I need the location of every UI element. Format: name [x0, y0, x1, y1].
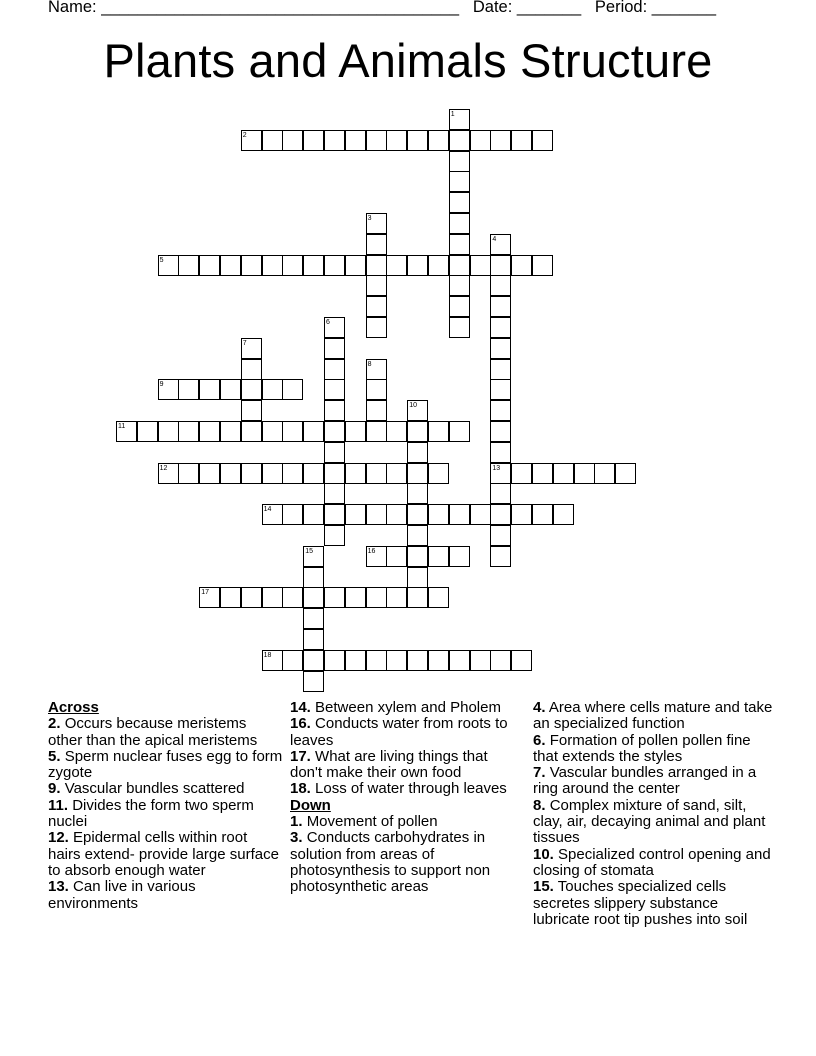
- grid-cell[interactable]: [262, 130, 283, 151]
- grid-cell[interactable]: [282, 421, 303, 442]
- grid-cell[interactable]: [303, 421, 324, 442]
- clues-column-1: [48, 700, 283, 912]
- grid-cell[interactable]: [366, 400, 387, 421]
- clue-down-1: 1. Movement of pollen: [290, 813, 438, 831]
- clues-column-3: [533, 700, 773, 928]
- clue-number-7: 7: [242, 339, 247, 347]
- grid-cell[interactable]: [366, 234, 387, 255]
- grid-cell[interactable]: [345, 463, 366, 484]
- grid-cell[interactable]: [282, 379, 303, 400]
- grid-cell[interactable]: [282, 463, 303, 484]
- grid-cell[interactable]: [262, 255, 283, 276]
- grid-cell[interactable]: [366, 421, 387, 442]
- grid-cell[interactable]: [241, 463, 262, 484]
- grid-cell[interactable]: [490, 275, 511, 296]
- grid-cell[interactable]: [490, 650, 511, 671]
- grid-cell[interactable]: [303, 671, 324, 692]
- grid-cell[interactable]: [386, 650, 407, 671]
- grid-cell[interactable]: [241, 255, 262, 276]
- period-blank[interactable]: _______: [651, 0, 717, 16]
- clue-number-3: 3: [367, 215, 372, 222]
- grid-cell[interactable]: [262, 463, 283, 484]
- grid-cell[interactable]: [324, 525, 345, 546]
- grid-cell[interactable]: [220, 379, 241, 400]
- grid-cell[interactable]: [303, 504, 324, 525]
- grid-cell[interactable]: [324, 421, 345, 442]
- clue-across-9: 9. Vascular bundles scattered: [48, 780, 245, 798]
- grid-cell[interactable]: [428, 650, 449, 671]
- clue-number-14: 14: [263, 506, 272, 514]
- grid-cell[interactable]: [178, 255, 199, 276]
- grid-cell[interactable]: [366, 504, 387, 525]
- clue-across-11: 11. Divides the form two sperm nuclei: [48, 796, 254, 831]
- grid-cell[interactable]: [324, 338, 345, 359]
- clue-number-15: 15: [305, 547, 313, 555]
- grid-cell[interactable]: [511, 463, 532, 484]
- grid-cell[interactable]: [511, 255, 532, 276]
- grid-cell[interactable]: [241, 400, 262, 421]
- grid-cell[interactable]: [282, 504, 303, 525]
- grid-cell[interactable]: [262, 421, 283, 442]
- grid-cell[interactable]: [324, 650, 345, 671]
- grid-cell[interactable]: [407, 567, 428, 588]
- grid-cell[interactable]: [449, 296, 470, 317]
- clue-number-11: 11: [118, 423, 126, 430]
- clue-number-17: 17: [201, 589, 209, 597]
- grid-cell[interactable]: [407, 463, 428, 484]
- grid-cell[interactable]: [199, 463, 220, 484]
- grid-cell[interactable]: [490, 525, 511, 546]
- grid-cell[interactable]: [407, 255, 428, 276]
- clue-number-4: 4: [492, 235, 497, 243]
- grid-cell[interactable]: [449, 546, 470, 567]
- date-blank[interactable]: _______: [516, 0, 582, 16]
- clue-across-14: 14. Between xylem and Pholem: [290, 699, 501, 716]
- grid-cell[interactable]: [324, 359, 345, 380]
- grid-cell[interactable]: [324, 255, 345, 276]
- grid-cell[interactable]: [490, 379, 511, 400]
- grid-cell[interactable]: [220, 421, 241, 442]
- grid-cell[interactable]: [532, 255, 553, 276]
- grid-cell[interactable]: [303, 567, 324, 588]
- grid-cell[interactable]: [470, 255, 491, 276]
- grid-cell[interactable]: [553, 463, 574, 484]
- grid-cell[interactable]: [324, 130, 345, 151]
- grid-cell[interactable]: [428, 421, 449, 442]
- clue-down-10: 10. Specialized control opening and closing of stomata: [533, 845, 771, 879]
- grid-cell[interactable]: [490, 442, 511, 463]
- grid-cell[interactable]: [386, 546, 407, 567]
- clue-number-6: 6: [326, 319, 330, 326]
- grid-cell[interactable]: [407, 504, 428, 525]
- grid-cell[interactable]: [553, 504, 574, 525]
- grid-cell[interactable]: [178, 463, 199, 484]
- grid-cell[interactable]: [511, 130, 532, 151]
- clue-number-18: 18: [263, 651, 272, 659]
- grid-cell[interactable]: [407, 483, 428, 504]
- grid-cell[interactable]: [594, 463, 615, 484]
- grid-cell[interactable]: [282, 650, 303, 671]
- grid-cell[interactable]: [490, 400, 511, 421]
- grid-cell[interactable]: [324, 504, 345, 525]
- grid-cell[interactable]: [449, 171, 470, 192]
- clue-across-17: 17. What are living things that don't make their own food: [290, 747, 488, 782]
- grid-cell[interactable]: [407, 650, 428, 671]
- clue-number-12: 12: [159, 464, 168, 472]
- clue-down-4: 4. Area where cells mature and take an specialized function: [533, 699, 773, 733]
- grid-cell[interactable]: [386, 255, 407, 276]
- grid-cell[interactable]: [241, 587, 262, 608]
- grid-cell[interactable]: [158, 421, 179, 442]
- date-label: Date:: [472, 0, 513, 16]
- clue-number-8: 8: [367, 360, 372, 368]
- grid-cell[interactable]: [428, 255, 449, 276]
- grid-cell[interactable]: [324, 587, 345, 608]
- clue-across-16: 16. Conducts water from roots to leaves: [290, 715, 508, 749]
- grid-cell[interactable]: [449, 255, 470, 276]
- grid-cell[interactable]: [303, 650, 324, 671]
- clue-number-2: 2: [242, 131, 247, 139]
- clue-across-13: 13. Can live in various environments: [48, 878, 196, 912]
- grid-cell[interactable]: [282, 587, 303, 608]
- grid-cell[interactable]: [366, 587, 387, 608]
- grid-cell[interactable]: [366, 275, 387, 296]
- grid-cell[interactable]: [324, 483, 345, 504]
- grid-cell[interactable]: [345, 650, 366, 671]
- grid-cell[interactable]: [199, 379, 220, 400]
- grid-cell[interactable]: [511, 650, 532, 671]
- grid-cell[interactable]: [532, 463, 553, 484]
- grid-cell[interactable]: [199, 255, 220, 276]
- grid-cell[interactable]: [407, 525, 428, 546]
- grid-cell[interactable]: [303, 608, 324, 629]
- grid-cell[interactable]: [282, 130, 303, 151]
- grid-cell[interactable]: [407, 442, 428, 463]
- clue-number-16: 16: [367, 547, 376, 555]
- grid-cell[interactable]: [511, 504, 532, 525]
- grid-cell[interactable]: [345, 421, 366, 442]
- grid-cell[interactable]: [490, 504, 511, 525]
- grid-cell[interactable]: [449, 504, 470, 525]
- grid-cell[interactable]: [137, 421, 158, 442]
- grid-cell[interactable]: [490, 359, 511, 380]
- grid-cell[interactable]: [324, 463, 345, 484]
- grid-cell[interactable]: [386, 421, 407, 442]
- grid-cell[interactable]: [366, 255, 387, 276]
- grid-cell[interactable]: [366, 379, 387, 400]
- grid-cell[interactable]: [449, 275, 470, 296]
- grid-cell[interactable]: [220, 463, 241, 484]
- grid-cell[interactable]: [345, 130, 366, 151]
- grid-cell[interactable]: [386, 463, 407, 484]
- grid-cell[interactable]: [303, 255, 324, 276]
- grid-cell[interactable]: [262, 379, 283, 400]
- grid-cell[interactable]: [428, 130, 449, 151]
- grid-cell[interactable]: [470, 650, 491, 671]
- name-label: Name:: [48, 0, 97, 16]
- grid-cell[interactable]: [615, 463, 636, 484]
- grid-cell[interactable]: [490, 483, 511, 504]
- grid-cell[interactable]: [470, 504, 491, 525]
- clue-down-6: 6. Formation of pollen pollen fine that extends the styles: [533, 731, 751, 765]
- grid-cell[interactable]: [386, 587, 407, 608]
- grid-cell[interactable]: [262, 587, 283, 608]
- grid-cell[interactable]: [428, 463, 449, 484]
- across-heading: Across: [48, 699, 99, 716]
- page-title: Plants and Animals Structure: [103, 34, 713, 87]
- grid-cell[interactable]: [303, 463, 324, 484]
- grid-cell[interactable]: [470, 130, 491, 151]
- grid-cell[interactable]: [324, 442, 345, 463]
- clue-number-1: 1: [450, 111, 455, 118]
- grid-cell[interactable]: [366, 463, 387, 484]
- clue-number-10: 10: [409, 402, 417, 410]
- grid-cell[interactable]: [345, 255, 366, 276]
- grid-cell[interactable]: [574, 463, 595, 484]
- grid-cell[interactable]: [490, 296, 511, 317]
- grid-cell[interactable]: [303, 587, 324, 608]
- grid-cell[interactable]: [449, 192, 470, 213]
- clue-down-7: 7. Vascular bundles arranged in a ring around the center: [533, 764, 757, 798]
- period-label: Period:: [594, 0, 648, 16]
- clue-across-18: 18. Loss of water through leaves: [290, 780, 507, 798]
- clue-number-5: 5: [159, 256, 164, 264]
- grid-cell[interactable]: [449, 650, 470, 671]
- grid-cell[interactable]: [345, 587, 366, 608]
- grid-cell[interactable]: [178, 379, 199, 400]
- clue-number-13: 13: [492, 464, 501, 472]
- grid-cell[interactable]: [449, 151, 470, 172]
- grid-cell[interactable]: [449, 130, 470, 151]
- clue-number-9: 9: [159, 381, 164, 389]
- grid-cell[interactable]: [490, 338, 511, 359]
- grid-cell[interactable]: [490, 546, 511, 567]
- grid-cell[interactable]: [199, 421, 220, 442]
- grid-cell[interactable]: [490, 317, 511, 338]
- grid-cell[interactable]: [324, 400, 345, 421]
- grid-cell[interactable]: [490, 255, 511, 276]
- grid-cell[interactable]: [241, 421, 262, 442]
- grid-cell[interactable]: [282, 255, 303, 276]
- clue-across-12: 12. Epidermal cells within root hairs extend- provide large surface to absorb enough water: [48, 829, 279, 879]
- grid-cell[interactable]: [366, 130, 387, 151]
- grid-cell[interactable]: [241, 379, 262, 400]
- grid-cell[interactable]: [345, 504, 366, 525]
- grid-cell[interactable]: [324, 379, 345, 400]
- grid-cell[interactable]: [366, 296, 387, 317]
- grid-cell[interactable]: [407, 587, 428, 608]
- grid-cell[interactable]: [532, 130, 553, 151]
- grid-cell[interactable]: [449, 234, 470, 255]
- clue-down-3: 3. Conducts carbohydrates in solution from areas of photosynthesis to support non photosynthetic areas: [290, 829, 491, 896]
- grid-cell[interactable]: [532, 504, 553, 525]
- grid-cell[interactable]: [490, 421, 511, 442]
- grid-cell[interactable]: [386, 130, 407, 151]
- clues-column-2: [290, 700, 520, 896]
- clue-across-2: 2. Occurs because meristems other than the apical meristems: [48, 715, 258, 749]
- clue-down-15: 15. Touches specialized cells secretes slippery substance lubricate root tip pushes into soil: [533, 878, 748, 928]
- grid-cell[interactable]: [220, 255, 241, 276]
- grid-cell[interactable]: [366, 317, 387, 338]
- grid-cell[interactable]: [303, 130, 324, 151]
- grid-cell[interactable]: [490, 130, 511, 151]
- grid-cell[interactable]: [386, 504, 407, 525]
- grid-cell[interactable]: [428, 587, 449, 608]
- grid-cell[interactable]: [428, 546, 449, 567]
- grid-cell[interactable]: [220, 587, 241, 608]
- grid-cell[interactable]: [449, 213, 470, 234]
- grid-cell[interactable]: [407, 546, 428, 567]
- grid-cell[interactable]: [407, 130, 428, 151]
- down-heading: Down: [290, 796, 331, 814]
- grid-cell[interactable]: [178, 421, 199, 442]
- grid-cell[interactable]: [366, 650, 387, 671]
- grid-cell[interactable]: [241, 359, 262, 380]
- grid-cell[interactable]: [428, 504, 449, 525]
- grid-cell[interactable]: [449, 317, 470, 338]
- grid-cell[interactable]: [407, 421, 428, 442]
- clue-down-8: 8. Complex mixture of sand, silt, clay, air, decaying animal and plant tissues: [533, 796, 766, 847]
- grid-cell[interactable]: [449, 421, 470, 442]
- grid-cell[interactable]: [303, 629, 324, 650]
- clue-across-5: 5. Sperm nuclear fuses egg to form zygote: [48, 747, 283, 782]
- name-blank[interactable]: _______________________________________: [101, 0, 460, 16]
